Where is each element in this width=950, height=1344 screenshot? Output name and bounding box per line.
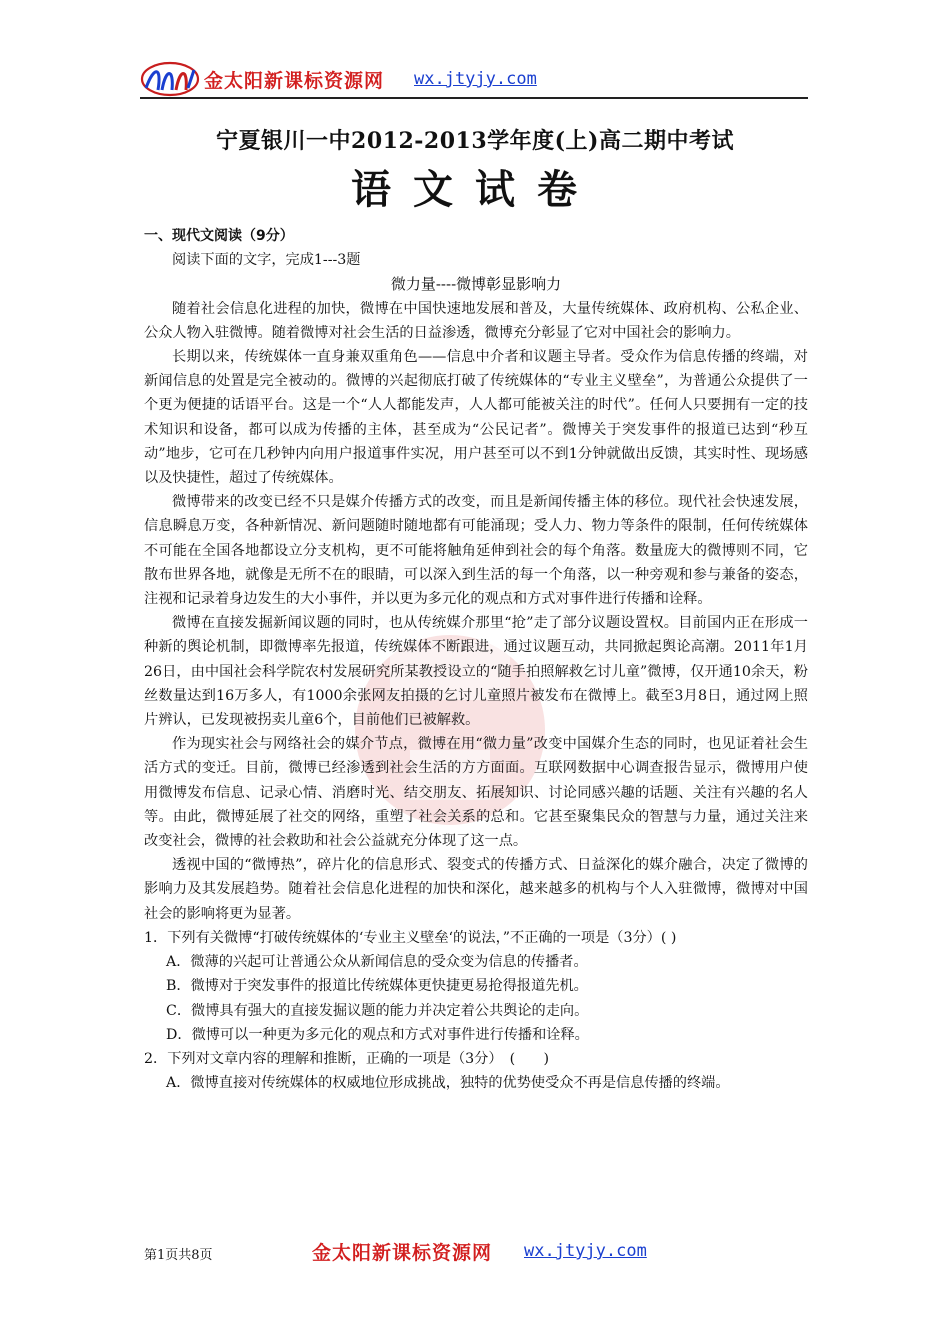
question-1-option-b: B．微博对于突发事件的报道比传统媒体更快捷更易抢得报道先机。: [166, 978, 588, 995]
article-paragraph: 透视中国的“微博热”，碎片化的信息形式、裂变式的传播方式、日益深化的媒介融合，决定了微博的影响力及其发展趋势。随着社会信息化进程的加快和深化，越来越多的机构与个人入驻微博，微博对中国社会的影响将更为显著。: [144, 857, 808, 922]
exam-title: 宁夏银川一中2012-2013学年度(上)高二期中考试: [216, 128, 734, 154]
footer-brand: 金太阳新课标资源网: [312, 1242, 493, 1264]
question-1-option-c: C．微博具有强大的直接发掘议题的能力并决定着公共舆论的走向。: [166, 1002, 589, 1019]
subject-title: 语文试卷: [351, 166, 599, 213]
page-header: [140, 60, 808, 100]
reading-instruction: 阅读下面的文字，完成1---3题: [172, 252, 361, 269]
exam-content: [144, 224, 808, 1095]
section-heading: 一、现代文阅读（9分）: [144, 228, 294, 244]
question-2-option-a: A．微博直接对传统媒体的权威地位形成挑战，独特的优势使受众不再是信息传播的终端。: [166, 1075, 730, 1092]
question-1-option-a: A．微薄的兴起可让普通公众从新闻信息的受众变为信息的传播者。: [166, 954, 588, 971]
header-divider: [140, 97, 808, 99]
article-title: 微力量----微博彰显影响力: [390, 275, 562, 294]
article-paragraph: 随着社会信息化进程的加快，微博在中国快速地发展和普及，大量传统媒体、政府机构、公私企业、公众人物入驻微博。随着微博对社会生活的日益渗透，微博充分彰显了它对中国社会的影响力。: [144, 300, 808, 341]
footer-site-link[interactable]: wx.jtyjy.com: [524, 1241, 647, 1261]
article-paragraph: 长期以来，传统媒体一直身兼双重角色——信息中介者和议题主导者。受众作为信息传播的终端，对新闻信息的处置是完全被动的。微博的兴起彻底打破了传统媒体的“专业主义壁垒”，为普通公众提供了一个更为便捷的话语平台。这是一个“人人都能发声，人人都可能被关注的时代”。任何人只要拥有一定的技术知识和设备，都可以成为传播的主体，甚至成为“公民记者”。微博关于突发事件的报道已达到“秒互动”地步，它可在几秒钟内向用户报道事件实况，用户甚至可以不到1分钟就做出反馈，其实时性、现场感以及快捷性，超过了传统媒体。: [144, 349, 808, 487]
article-paragraph: 作为现实社会与网络社会的媒介节点，微博在用“微力量”改变中国媒介生态的同时，也见证着社会生活方式的变迁。目前，微博已经渗透到社会生活的方方面面。互联网数据中心调查报告显示，微博用户使用微博发布信息、记录心情、消磨时光、结交朋友、拓展知识、讨论同感兴趣的话题、关注有兴趣的名人等。由此，微博延展了社交的网络，重塑了社会关系的总和。它甚至聚集民众的智慧与力量，通过关注来改变社会，微博的社会救助和社会公益就充分体现了这一点。: [144, 736, 808, 850]
page-footer: [144, 1236, 808, 1266]
page-number: 第1页共8页: [144, 1248, 213, 1263]
question-1-stem: 1．下列有关微博“打破传统媒体的‘专业主义壁垒‘的说法，”不正确的一项是（3分）( ): [144, 929, 677, 946]
article-paragraph: 微博带来的改变已经不只是媒介传播方式的改变，而且是新闻传播主体的移位。现代社会快速发展，信息瞬息万变，各种新情况、新问题随时随地都有可能涌现；受人力、物力等条件的限制，任何传统媒体不可能在全国各地都设立分支机构，更不可能将触角延伸到社会的每个角落。数量庞大的微博则不同，它散布世界各地，就像是无所不在的眼睛，可以深入到生活的每一个角落，以一种旁观和参与兼备的姿态，注视和记录着身边发生的大小事件，并以更为多元化的观点和方式对事件进行传播和诠释。: [144, 494, 808, 608]
header-site-link[interactable]: wx.jtyjy.com: [414, 69, 537, 89]
question-2-stem: 2．下列对文章内容的理解和推断，正确的一项是（3分） ( ): [144, 1050, 550, 1067]
header-brand: 金太阳新课标资源网: [204, 70, 385, 92]
jintaiyang-logo-icon: [140, 60, 200, 98]
question-1-option-d: D．微博可以一种更为多元化的观点和方式对事件进行传播和诠释。: [166, 1026, 589, 1043]
article-paragraph: 微博在直接发掘新闻议题的同时，也从传统媒介那里“抢”走了部分议题设置权。目前国内正在形成一种新的舆论机制，即微博率先报道，传统媒体不断跟进，通过议题互动，共同掀起舆论高潮。2011年1月26日，由中国社会科学院农村发展研究所某教授设立的“随手拍照解救乞讨儿童”微博，仅开通10余天，粉丝数量达到16万多人，有1000余张网友拍摄的乞讨儿童照片被发布在微博上。截至3月8日，通过网上照片辨认，已发现被拐卖儿童6个，目前他们已被解救。: [144, 615, 808, 729]
